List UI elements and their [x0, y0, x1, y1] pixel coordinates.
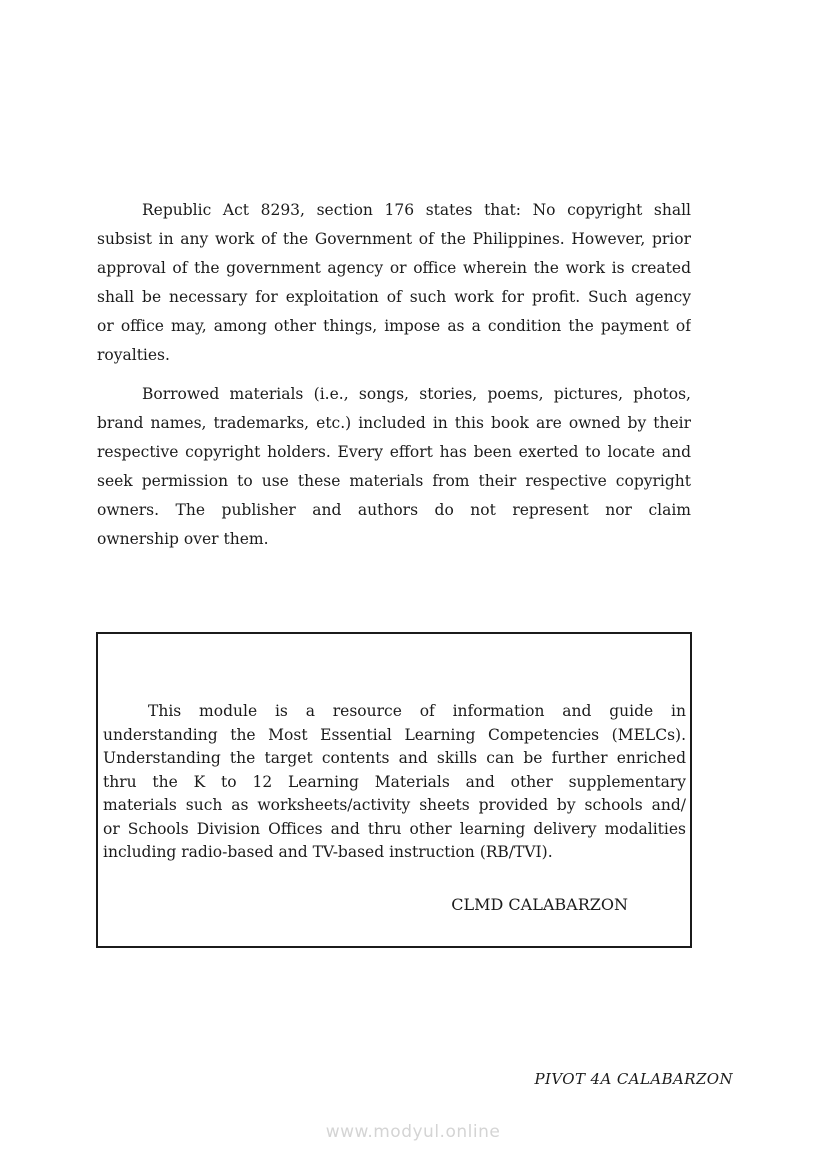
text-line: shall be necessary for exploitation of such work for profit. Such agency: [97, 288, 691, 306]
paragraph-republic-act: [97, 196, 691, 370]
text-line: approval of the government agency or office wherein the work is created: [97, 259, 691, 277]
text-line: or office may, among other things, impose as a condition the payment of: [97, 317, 691, 335]
text-line: seek permission to use these materials from their respective copyright: [97, 472, 691, 490]
module-notice-box: [96, 632, 692, 948]
paragraph-borrowed-materials: [97, 380, 691, 554]
text-line: including radio-based and TV-based instruction (RB/TVI).: [103, 843, 553, 861]
text-line: This module is a resource of information and guide in: [148, 702, 686, 720]
text-line: Understanding the target contents and skills can be further enriched: [103, 749, 686, 767]
footer-series-label: PIVOT 4A CALABARZON: [534, 1070, 733, 1088]
watermark-site-url: www.modyul.online: [325, 1122, 501, 1142]
text-line: understanding the Most Essential Learning Competencies (MELCs).: [103, 725, 686, 744]
text-line: respective copyright holders. Every effort has been exerted to locate and: [97, 443, 691, 461]
text-line: Borrowed materials (i.e., songs, stories, poems, pictures, photos,: [142, 385, 691, 403]
text-line: Republic Act 8293, section 176 states that: No copyright shall: [142, 201, 691, 219]
notice-signature: CLMD CALABARZON: [451, 894, 628, 914]
text-line: ownership over them.: [97, 530, 269, 548]
text-line: subsist in any work of the Government of the Philippines. However, prior: [97, 230, 691, 248]
text-line: or Schools Division Offices and thru other learning delivery modalities: [103, 819, 686, 838]
text-line: thru the K to 12 Learning Materials and other supplementary: [103, 772, 686, 791]
notice-paragraph: [103, 700, 686, 865]
text-line: owners. The publisher and authors do not represent nor claim: [97, 501, 691, 519]
copyright-section: [97, 196, 691, 554]
text-line: royalties.: [97, 346, 170, 364]
text-line: materials such as worksheets/activity sheets provided by schools and/: [103, 796, 686, 814]
text-line: brand names, trademarks, etc.) included in this book are owned by their: [97, 414, 691, 432]
